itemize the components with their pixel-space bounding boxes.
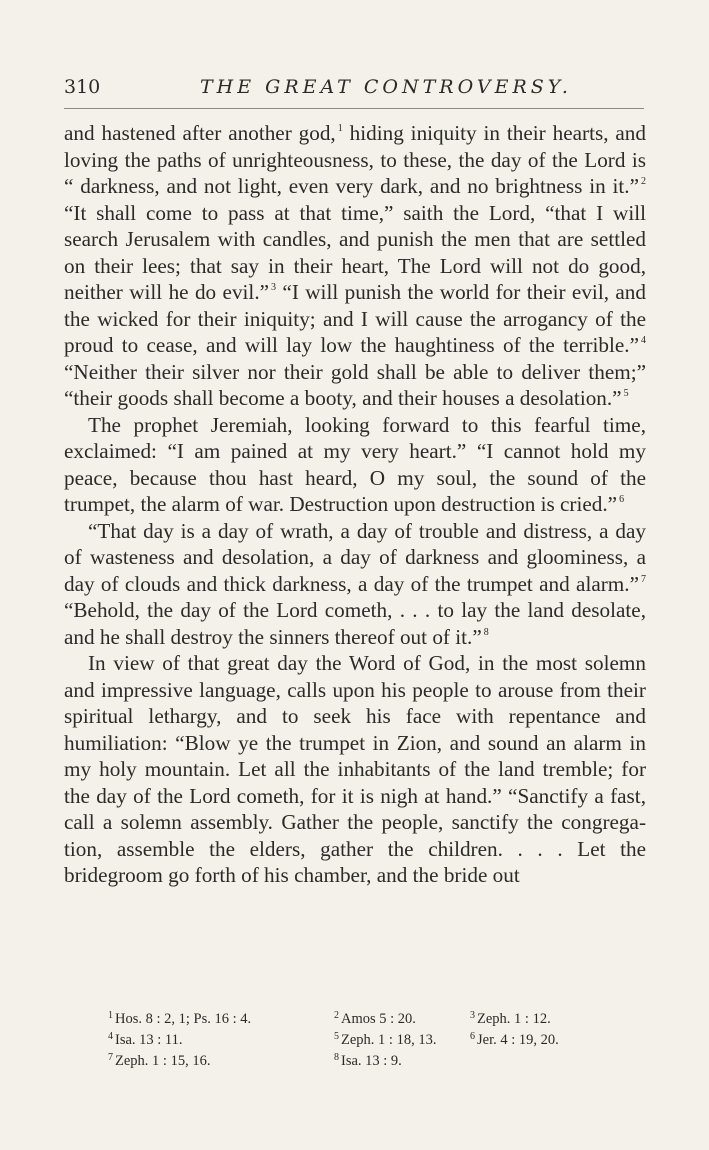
page-number: 310: [64, 76, 101, 98]
footnote-marker: 3: [271, 282, 277, 293]
text-run: In view of that great day the Word of God, in the most solemn and impressive language, calls upon his people to arouse from their spiritual lethargy, and to seek his face with repentance and humiliation: “Blow ye the trumpet in Zion, and sound an alarm in my holy mountain. Let all the inhabitants of the land tremble; for the day of the Lord cometh, for it is nigh at hand.” “Sanctify a fast, call a solemn assembly. Gather the people, sanctify the congregation, assemble the elders, gather the children. . . . Let the bridegroom go forth of his chamber, and the bride out: [64, 651, 646, 887]
footnote: [108, 1047, 210, 1072]
footnote-reference: Hos. 8 : 2, 1; Ps. 16 : 4.: [115, 1011, 252, 1027]
paragraph: [64, 518, 646, 651]
footnote-reference: Zeph. 1 : 18, 13.: [341, 1032, 437, 1048]
footnote-marker: 6: [619, 494, 625, 505]
footnote: [334, 1047, 402, 1072]
footnote-reference: Amos 5 : 20.: [341, 1011, 416, 1027]
text-run: and hastened after another god,: [64, 121, 336, 145]
footnote-marker: 8: [483, 626, 489, 638]
text-run: The prophet Jeremiah, looking forward to this fearful time, exclaimed: “I am pained at my very heart.” “I cannot hold my peace, because thou hast heard, O my soul, the sound of the trumpet, the alarm of war. Destruction upon destruction is cried.”: [64, 412, 646, 516]
running-title: THE GREAT CONTROVERSY.: [200, 76, 572, 98]
footnote-marker: 7: [641, 573, 646, 585]
footnote-number: 3: [470, 1010, 475, 1021]
text-run: “Behold, the day of the Lord cometh, . . . to lay the land desolate, and he shall destroy the sinners thereof out of it.”: [64, 598, 646, 649]
footnote-number: 8: [334, 1052, 339, 1063]
footnote-row: [108, 1026, 628, 1047]
page-header: [64, 76, 646, 102]
footnote-marker: 1: [337, 123, 343, 134]
footnote-number: 1: [108, 1010, 113, 1021]
text-run: hiding iniquity in their hearts, and loving the paths of unrighteousness, to these, the day of the Lord is “ darkness, and not light, even very dark, and no brightness in it.”: [64, 121, 646, 198]
paragraph: [64, 650, 646, 889]
footnote-reference: Jer. 4 : 19, 20.: [477, 1032, 559, 1048]
paragraph: [64, 412, 646, 518]
footnote-row: [108, 1005, 628, 1026]
body-text: [64, 120, 646, 889]
paragraph: [64, 120, 646, 412]
footnote-number: 6: [470, 1031, 475, 1042]
text-run: “Neither their silver nor their gold shall be able to deliver them;” “their goods shall become a booty, and their houses a desolation.”: [64, 359, 646, 410]
footnote-number: 7: [108, 1052, 113, 1063]
footnote-reference: Isa. 13 : 9.: [341, 1053, 402, 1069]
header-rule: [64, 108, 644, 109]
footnote-marker: 4: [641, 335, 646, 346]
footnote-number: 2: [334, 1010, 339, 1021]
footnotes: [108, 1005, 628, 1068]
footnote-number: 5: [334, 1031, 339, 1042]
footnote-number: 4: [108, 1031, 113, 1042]
text-run: “I will punish the world for their evil, and the wicked for their iniquity; and I will cause the arrogancy of the proud to cease, and will lay low the haughtiness of the terrible.”: [64, 280, 646, 357]
footnote-row: [108, 1047, 628, 1068]
footnote-reference: Zeph. 1 : 12.: [477, 1011, 551, 1027]
footnote-reference: Zeph. 1 : 15, 16.: [115, 1053, 211, 1069]
text-run: “That day is a day of wrath, a day of trouble and distress, a day of wasteness and desolation, a day of darkness and gloominess, a day of clouds and thick darkness, a day of the trumpet and alarm.”: [64, 518, 646, 596]
footnote-marker: 2: [641, 176, 646, 187]
footnote-marker: 5: [623, 388, 629, 399]
footnote-reference: Isa. 13 : 11.: [115, 1032, 183, 1048]
text-run: “It shall come to pass at that time,” saith the Lord, “that I will search Jerusalem with candles, and punish the men that are settled on their lees; that say in their heart, The Lord will not do good, neither will he do evil.”: [64, 200, 646, 304]
